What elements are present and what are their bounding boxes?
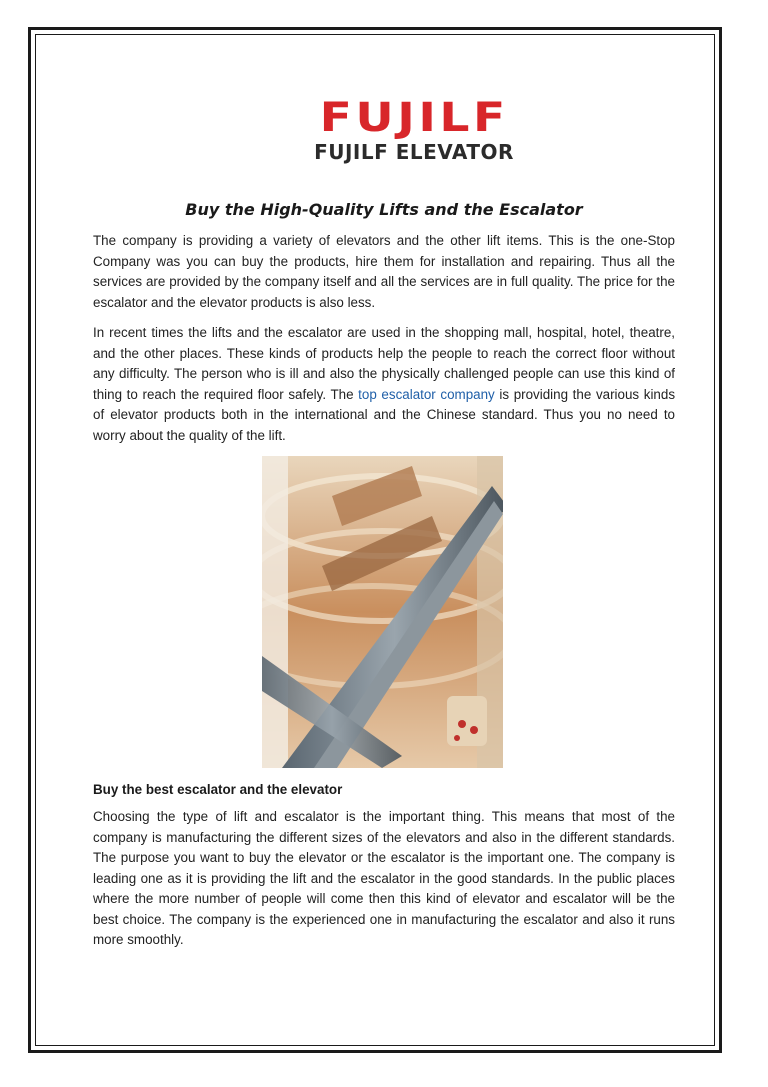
document-body [93,200,675,961]
paragraph-choosing: Choosing the type of lift and escalator is the important thing. This means that most of the company is manufacturing the different sizes of the elevators and also in the different standards. The purpose you want to buy the elevator or the escalator is the important one. The company is leading one as it is providing the lift and the escalator in the good standards. In the public places where the more number of people will come then this kind of elevator and escalator will be the best choice. The company is the experienced one in manufacturing the escalator and also it runs more smoothly. [93,809,675,947]
page-title: Buy the High-Quality Lifts and the Escalator [185,200,583,219]
escalator-photo [262,456,503,768]
logo-mark: FUJILF [319,95,509,141]
logo-subtitle: FUJILF ELEVATOR [314,140,514,164]
section-heading: Buy the best escalator and the elevator [93,782,343,797]
escalator-illustration [262,456,503,768]
paragraph-usage-text-end: is providing the various kinds of elevator products both in the international and the Chinese standard. Thus you no need to worry about the quality of the lift. [93,386,676,443]
top-escalator-company-link[interactable]: top escalator company [358,386,495,402]
paragraph-usage-text: In recent times the lifts and the escalator are used in the shopping mall, hospital, hotel, theatre, and the other places. These kinds of products help the people to reach the correct floor without any difficulty. The person who is ill and also the physically challenged people can use this kind of thing to reach the required floor safely. The [93,325,675,402]
company-logo [0,95,768,164]
paragraph-usage [93,323,675,446]
paragraph-intro: The company is providing a variety of elevators and the other lift items. This is the one-Stop Company was you can buy the products, hire them for installation and repairing. Thus all the services are provided by the company itself and all the services are in full quality. The price for the escalator and the elevator products is also less. [93,233,675,310]
